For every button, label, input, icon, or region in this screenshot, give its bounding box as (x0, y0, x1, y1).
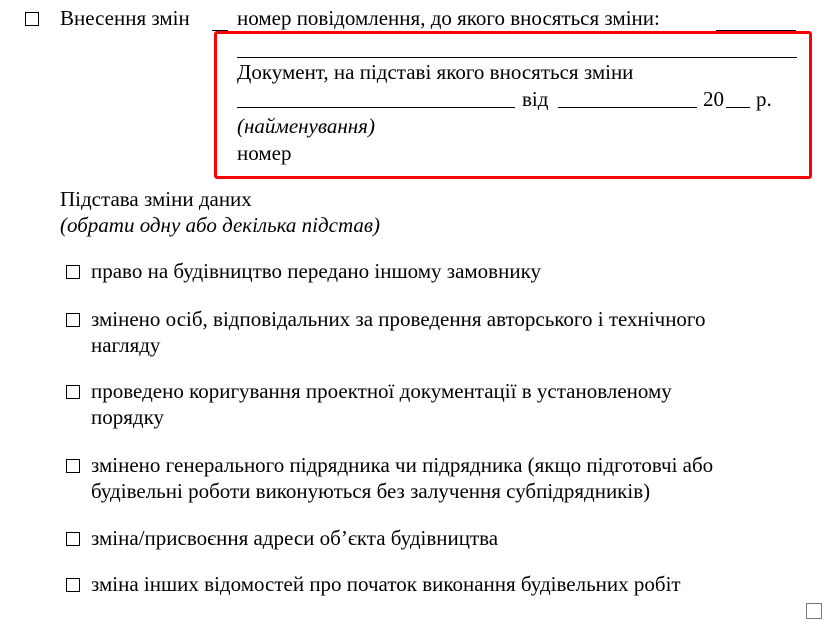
name-hint: (найменування) (237, 114, 375, 138)
document-label: Документ, на підставі якого вносяться зміни (237, 60, 634, 84)
basis-title: Підстава зміни даних (60, 187, 252, 211)
basis-option-label: зміна інших відомостей про початок виконання будівельних робіт (91, 572, 681, 596)
basis-option-checkbox[interactable] (66, 313, 80, 327)
basis-option-checkbox[interactable] (66, 459, 80, 473)
notice-number-label: номер повідомлення, до якого вносяться зміни: (237, 6, 660, 30)
basis-option-label: змінено генерального підрядника чи підрядника (якщо підготовчі або (91, 453, 714, 477)
basis-option-label-cont: нагляду (91, 333, 161, 357)
changes-label: Внесення змін (60, 6, 190, 30)
basis-option-checkbox[interactable] (66, 385, 80, 399)
basis-option-label-cont: будівельні роботи виконуються без залучення субпідрядників) (91, 479, 651, 503)
from-label: від (522, 87, 549, 111)
basis-option-checkbox[interactable] (66, 578, 80, 592)
changes-checkbox[interactable] (25, 12, 39, 26)
basis-option-label-cont: порядку (91, 405, 164, 429)
number-label: номер (237, 141, 292, 165)
document-name-field[interactable] (237, 107, 515, 108)
year-suffix: р. (756, 87, 772, 111)
basis-option-label: проведено коригування проектної документації в установленому (91, 379, 672, 403)
date-field[interactable] (558, 107, 697, 108)
basis-option-checkbox[interactable] (66, 265, 80, 279)
year-prefix: 20 (703, 87, 724, 111)
basis-option-checkbox[interactable] (66, 532, 80, 546)
document-name-line[interactable] (237, 57, 797, 58)
corner-checkbox[interactable] (806, 603, 822, 619)
basis-option-label: зміна/присвоєння адреси об’єкта будівництва (91, 526, 499, 550)
basis-option-label: змінено осіб, відповідальних за проведення авторського і технічного (91, 307, 706, 331)
basis-hint: (обрати одну або декілька підстав) (60, 213, 380, 237)
basis-option-label: право на будівництво передано іншому замовнику (91, 259, 541, 283)
year-field[interactable] (726, 107, 750, 108)
